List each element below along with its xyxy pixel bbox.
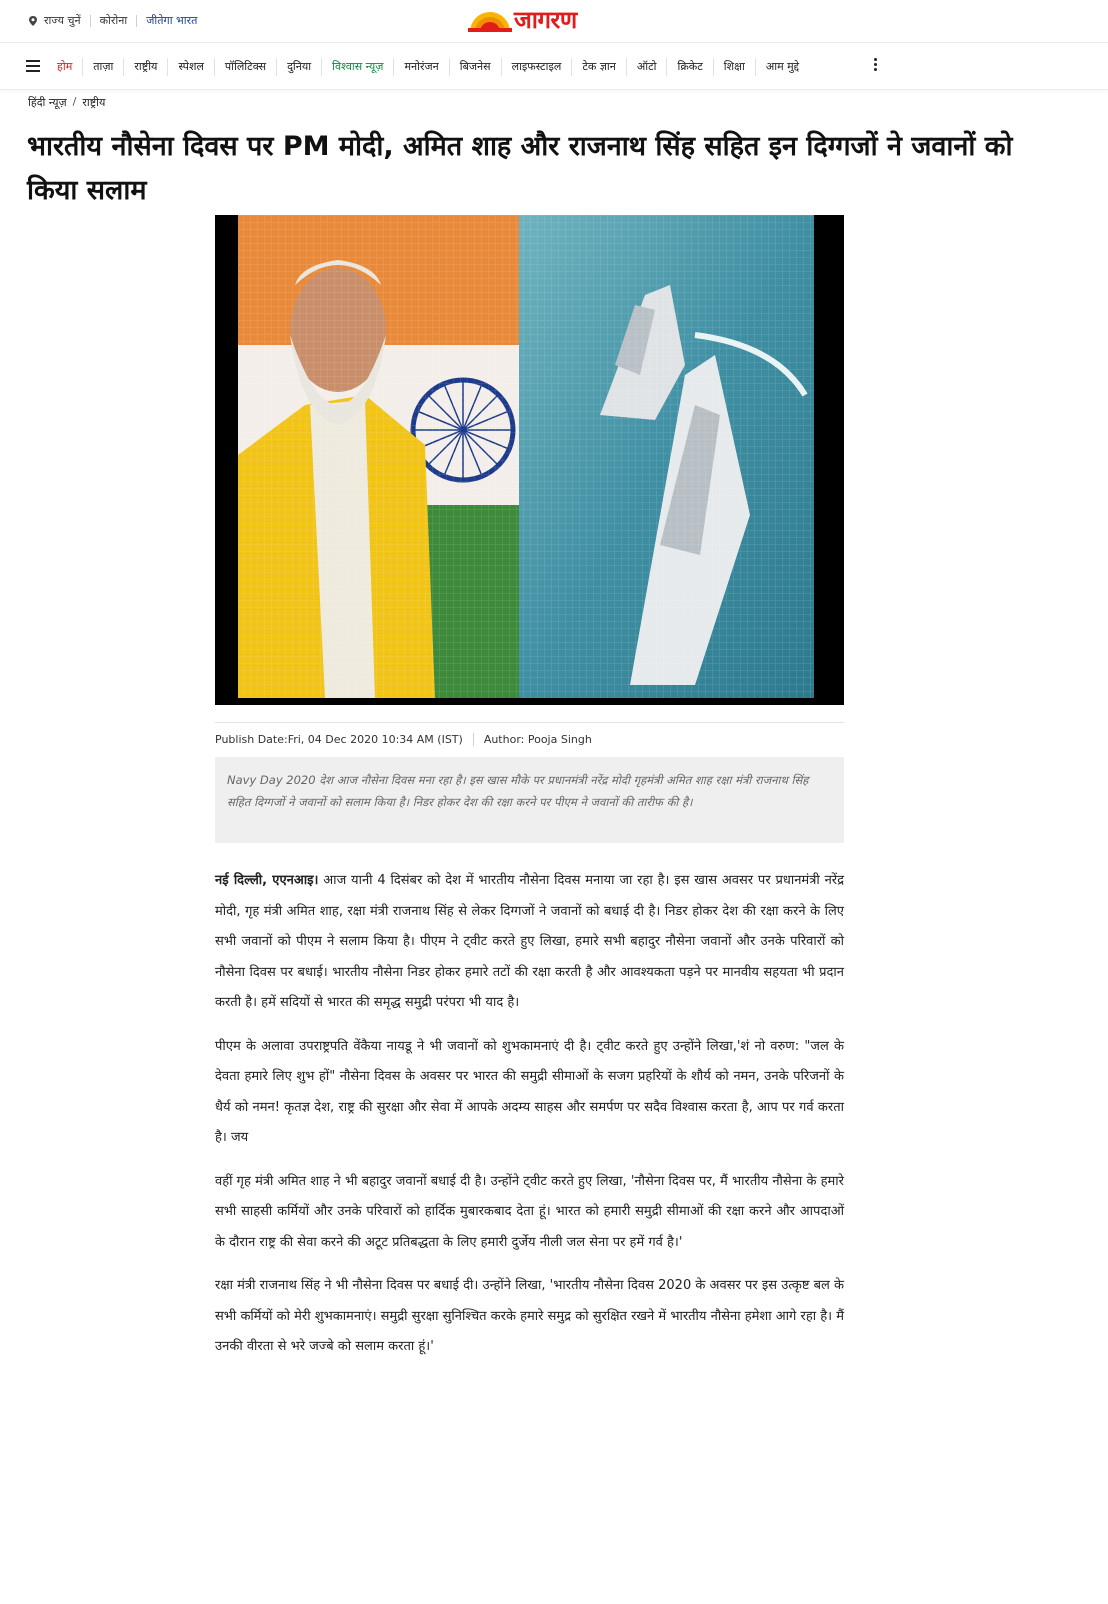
nav-item[interactable]: ऑटो (627, 58, 668, 76)
nav-item[interactable]: दुनिया (277, 58, 322, 76)
divider (136, 15, 137, 27)
article-title: भारतीय नौसेना दिवस पर PM मोदी, अमित शाह और राजनाथ सिंह सहित इन दिग्गजों ने जवानों को किया सलाम (27, 131, 1013, 206)
nav-item[interactable]: आम मुद्दे (765, 59, 800, 73)
article-paragraph: रक्षा मंत्री राजनाथ सिंह ने भी नौसेना दिवस पर बधाई दी। उन्होंने लिखा, 'भारतीय नौसेना दिवस 2020 के अवसर पर इस उत्कृष्ट बल के सभी कर्मियों को मेरी शुभकामनाएं। समुद्री सुरक्षा सुनिश्चित करके हमारे समुद्र को सुरक्षित रखने में भारतीय नौसेना हमेशा आगे रहा है। मैं उनकी वीरता से भरे जज्बे को सलाम करता हूं।' (215, 1278, 844, 1354)
top-bar (0, 0, 1108, 43)
location-pin-icon (28, 16, 38, 26)
breadcrumb-section[interactable]: राष्ट्रीय (82, 96, 106, 109)
breadcrumb-home[interactable]: हिंदी न्यूज़ (28, 96, 67, 109)
nav-item[interactable]: होम (47, 58, 83, 76)
jeetega-bharat-link[interactable]: जीतेगा भारत (146, 14, 198, 27)
breadcrumb (28, 95, 105, 110)
rising-sun-logo-icon (468, 8, 512, 32)
nav-item[interactable]: मनोरंजन (394, 58, 449, 76)
article-paragraph: वहीं गृह मंत्री अमित शाह ने भी बहादुर जवानों बधाई दी है। उन्होंने ट्वीट करते हुए लिखा, 'नौसेना दिवस पर, मैं भारतीय नौसेना के हमारे सभी साहसी कर्मियों और उनके परिवारों को हार्दिक मुबारकबाद देता हूं। भारत को हमारी समुद्री सीमाओं की रक्षा करने और आपदाओं के दौरान राष्ट्र की सेवा करने की अटूट प्रतिबद्धता के लिए हमारी दुर्जेय नीली जल सेना पर हमें गर्व है।' (215, 1173, 844, 1250)
nav-item[interactable]: राष्ट्रीय (124, 58, 168, 76)
jagran-logo[interactable] (468, 8, 577, 32)
hero-image-graphic (215, 215, 844, 705)
article-body (215, 866, 844, 1376)
nav-item[interactable]: शिक्षा (714, 58, 756, 76)
publish-date: Publish Date:Fri, 04 Dec 2020 10:34 AM (IST) (215, 733, 463, 746)
hamburger-menu-icon[interactable] (26, 60, 40, 72)
divider (90, 15, 91, 27)
article-meta (215, 733, 592, 746)
dateline: नई दिल्ली, एएनआइ। (215, 873, 319, 888)
divider (473, 733, 474, 746)
more-menu-icon[interactable] (874, 58, 878, 74)
nav-item[interactable]: पॉलिटिक्स (215, 58, 277, 76)
article-paragraph: पीएम के अलावा उपराष्ट्रपति वेंकैया नायडू ने भी जवानों को शुभकामनाएं दी है। ट्वीट करते हुए उन्होंने लिखा,'शं नो वरुण: "जल के देवता हमारे लिए शुभ हों" नौसेना दिवस के अवसर पर भारत की समुद्री सीमाओं के सजग प्रहरियों के शौर्य को नमन, उनके परिजनों के धैर्य को नमन! कृतज्ञ देश, राष्ट्र की सुरक्षा और सेवा में आपके अदम्य साहस और समर्पण पर सदैव विश्वास करता है, आप पर गर्व करता है। जय (215, 1038, 844, 1145)
breadcrumb-separator: / (72, 95, 77, 108)
author-name[interactable]: Author: Pooja Singh (483, 733, 592, 746)
nav-item[interactable]: क्रिकेट (667, 58, 713, 76)
meta-divider (215, 722, 844, 723)
article-paragraph (215, 866, 844, 1019)
paragraph-text: आज यानी 4 दिसंबर को देश में भारतीय नौसेना दिवस मनाया जा रहा है। इस खास अवसर पर प्रधानमंत्री नरेंद्र मोदी, गृह मंत्री अमित शाह, रक्षा मंत्री राजनाथ सिंह से लेकर दिग्गजों ने जवानों को बधाई दी है। निडर होकर देश की रक्षा करने के लिए सभी जवानों को पीएम ने सलाम किया है। पीएम ने ट्वीट करते हुए लिखा, हमारे सभी बहादुर नौसेना जवानों और उनके परिवारों को नौसेना दिवस पर बधाई। भारतीय नौसेना निडर होकर हमारे तटों की रक्षा करती है और आवश्यकता पड़ने पर मानवीय सहयता भी प्रदान करती है। हमें सदियों से भारत की समृद्ध समुद्री परंपरा भी याद है। (215, 873, 845, 1010)
article-hero-image[interactable] (215, 215, 844, 705)
state-select-link[interactable]: राज्य चुनें (44, 14, 81, 27)
top-links (28, 13, 197, 28)
nav-item[interactable]: विश्वास न्यूज़ (322, 58, 394, 76)
article-summary: Navy Day 2020 देश आज नौसेना दिवस मना रहा है। इस खास मौके पर प्रधानमंत्री नरेंद्र मोदी गृहमंत्री अमित शाह रक्षा मंत्री राजनाथ सिंह सहित दिग्गजों ने जवानों को सलाम किया है। निडर होकर देश की रक्षा करने पर पीएम ने जवानों की तारीफ की है। (215, 757, 844, 843)
nav-item[interactable]: स्पेशल (168, 58, 214, 76)
nav-item[interactable]: टेक ज्ञान (572, 58, 627, 76)
nav-item[interactable]: ताज़ा (83, 58, 124, 76)
main-nav (0, 43, 1108, 90)
corona-link[interactable]: कोरोना (99, 14, 128, 27)
nav-item[interactable]: बिजनेस (450, 58, 502, 76)
nav-item[interactable]: लाइफस्टाइल (502, 58, 573, 76)
logo-text: जागरण (514, 6, 577, 34)
nav-list (47, 43, 809, 90)
